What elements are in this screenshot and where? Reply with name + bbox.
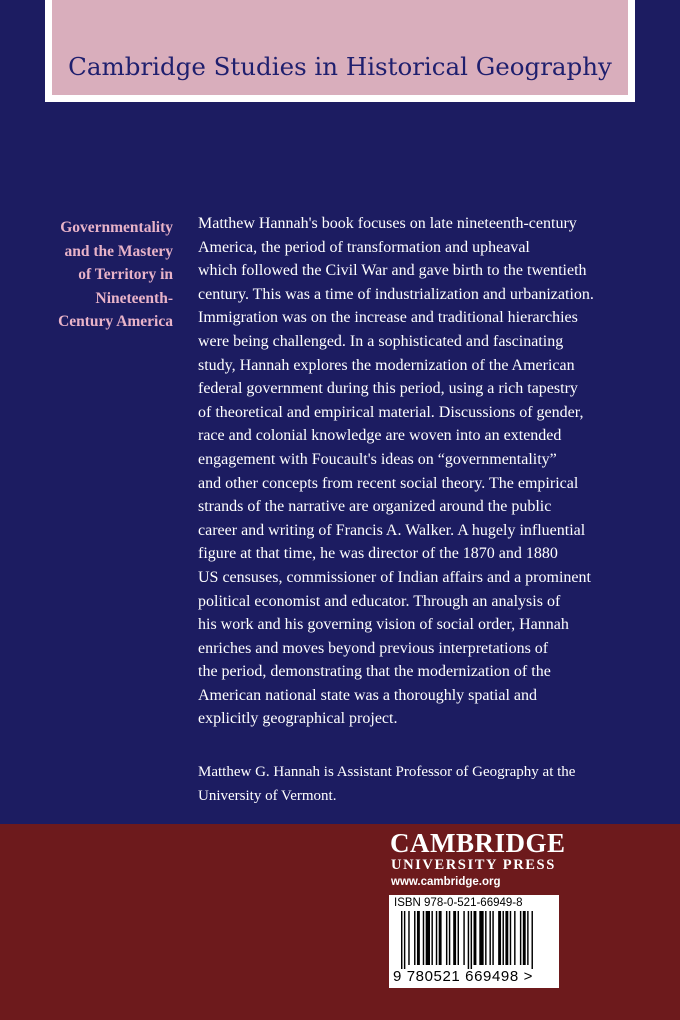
barcode-bar xyxy=(503,911,504,965)
barcode-bar xyxy=(423,911,424,965)
description-line: and other concepts from recent social theory. The empirical xyxy=(198,474,579,492)
barcode-bar xyxy=(401,911,402,969)
barcode-bar xyxy=(510,911,511,965)
barcode-bar xyxy=(463,911,464,965)
description-line: race and colonial knowledge are woven into an extended xyxy=(198,427,562,445)
description-line: enriches and moves beyond previous interpretations of xyxy=(198,639,549,657)
description-line: strands of the narrative are organized around the public xyxy=(198,498,552,516)
barcode-bar xyxy=(520,911,521,965)
description-line: Immigration was on the increase and traditional hierarchies xyxy=(198,309,578,327)
barcode-icon xyxy=(389,911,559,971)
barcode-bar xyxy=(471,911,472,969)
book-title xyxy=(20,216,173,334)
barcode-panel xyxy=(389,895,559,988)
author-note xyxy=(198,760,638,808)
barcode-bar xyxy=(446,911,447,965)
barcode-digits xyxy=(393,968,533,985)
barcode-bar xyxy=(436,911,437,965)
barcode-end-mark: > xyxy=(523,968,533,985)
book-title-line: Governmentality xyxy=(60,219,173,236)
barcode-bar xyxy=(498,911,501,965)
barcode-bar xyxy=(431,911,432,965)
book-title-line: Nineteenth- xyxy=(95,289,173,307)
publisher-name: CAMBRIDGE xyxy=(390,828,566,858)
book-title-line: Century America xyxy=(58,313,173,330)
description-line: the period, demonstrating that the modernization of the xyxy=(198,663,551,681)
barcode-bar xyxy=(439,911,442,965)
description-line: of theoretical and empirical material. Discussions of gender, xyxy=(198,403,584,421)
barcode-bar xyxy=(468,911,469,969)
publisher-subtitle: UNIVERSITY PRESS xyxy=(391,857,556,873)
barcode-bar xyxy=(527,911,528,965)
description-line: which followed the Civil War and gave birth to the twentieth xyxy=(198,262,587,280)
description-line: career and writing of Francis A. Walker. A hugely influential xyxy=(198,521,586,539)
description-line: century. This was a time of industrialization and urbanization. xyxy=(198,285,594,303)
barcode-bar xyxy=(408,911,409,965)
barcode-bar xyxy=(417,911,420,965)
series-banner xyxy=(52,0,628,95)
description-line: engagement with Foucault's ideas on “governmentality” xyxy=(198,450,557,468)
barcode-bar xyxy=(485,911,486,965)
isbn-label: ISBN 978-0-521-66949-8 xyxy=(394,897,523,909)
book-description xyxy=(198,212,638,731)
description-line: study, Hannah explores the modernization of the American xyxy=(198,356,575,374)
description-line: federal government during this period, using a rich tapestry xyxy=(198,380,578,398)
description-line: America, the period of transformation and upheaval xyxy=(198,238,530,256)
author-note-line: Matthew G. Hannah is Assistant Professor of Geography at the xyxy=(198,764,576,780)
barcode-bar xyxy=(453,911,456,965)
barcode-bar xyxy=(458,911,459,965)
publisher-url[interactable]: www.cambridge.org xyxy=(391,876,501,888)
barcode-number: 9 780521 669498 xyxy=(393,968,519,985)
barcode-bar xyxy=(489,911,490,965)
barcode-bar xyxy=(479,911,483,965)
book-title-line: of Territory in xyxy=(78,266,173,283)
barcode-bar xyxy=(414,911,415,965)
description-line: explicitly geographical project. xyxy=(198,710,398,728)
barcode-bar xyxy=(514,911,515,965)
description-line: Matthew Hannah's book focuses on late nineteenth-century xyxy=(198,215,577,232)
barcode-bar xyxy=(532,911,533,969)
description-line: political economist and educator. Through an analysis of xyxy=(198,592,561,610)
description-line: American national state was a thoroughly spatial and xyxy=(198,686,538,704)
barcode-bar xyxy=(404,911,405,969)
barcode-bar xyxy=(449,911,450,965)
description-line: US censuses, commissioner of Indian affairs and a prominent xyxy=(198,568,591,586)
publisher-footer xyxy=(0,824,680,1020)
author-note-line: University of Vermont. xyxy=(198,788,337,804)
barcode-bar xyxy=(426,911,430,965)
description-line: his work and his governing vision of social order, Hannah xyxy=(198,616,569,634)
description-line: figure at that time, he was director of the 1870 and 1880 xyxy=(198,545,558,563)
barcode-bar xyxy=(474,911,477,965)
description-line: were being challenged. In a sophisticated and fascinating xyxy=(198,332,564,350)
barcode-bar xyxy=(492,911,493,965)
barcode-bar xyxy=(505,911,508,965)
book-title-line: and the Mastery xyxy=(64,242,173,260)
series-title: Cambridge Studies in Historical Geography xyxy=(68,52,612,81)
barcode-bar xyxy=(523,911,526,965)
